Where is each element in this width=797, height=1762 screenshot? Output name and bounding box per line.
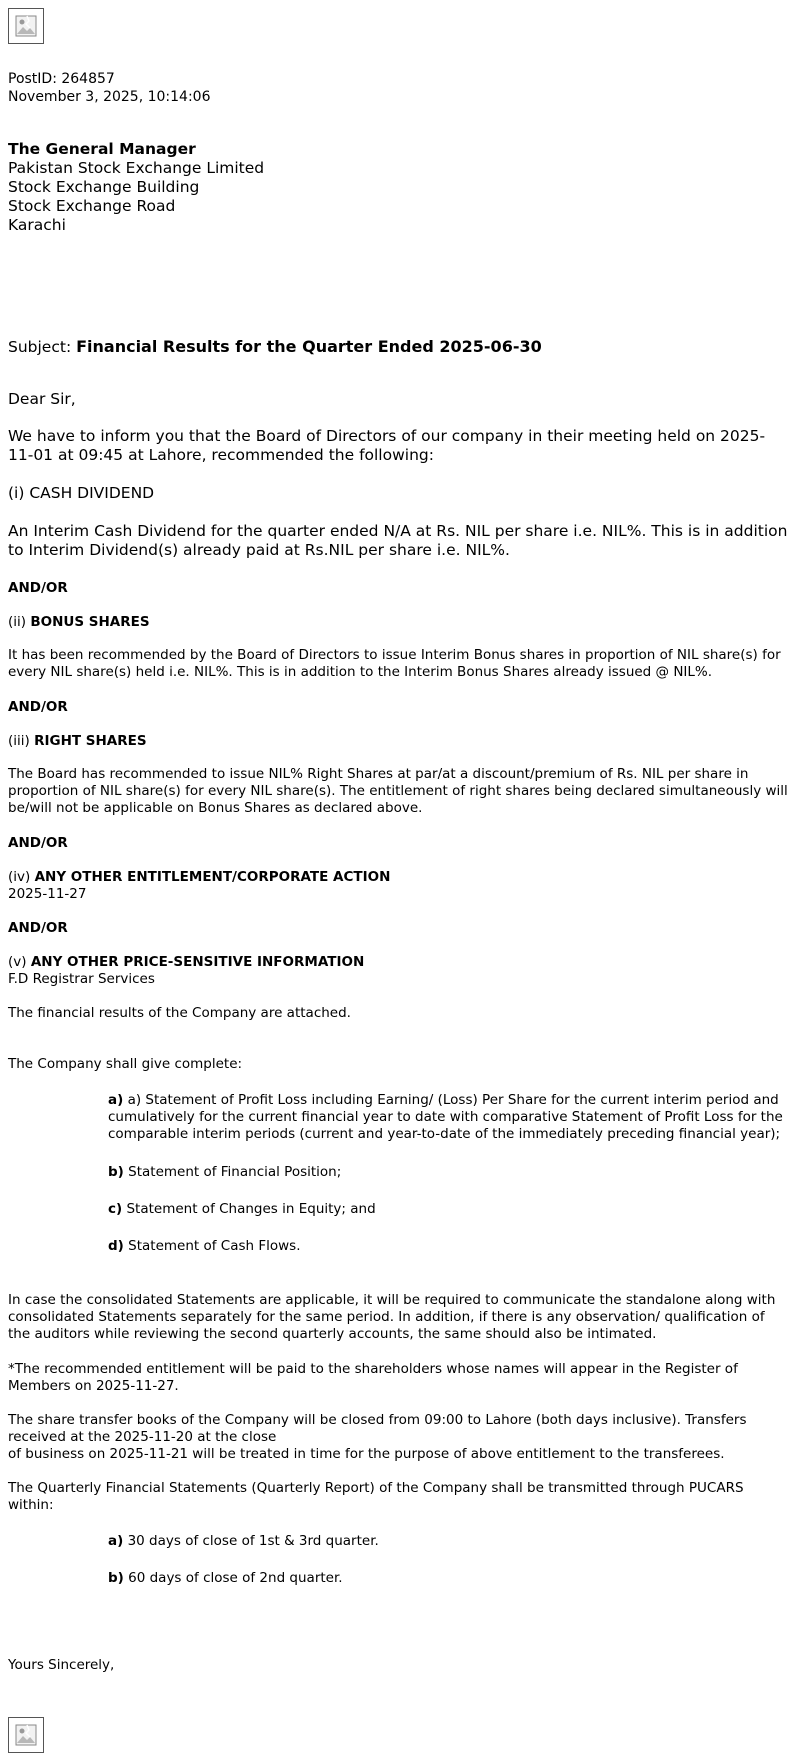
recipient-org: Pakistan Stock Exchange Limited — [8, 159, 265, 177]
right-shares-title: RIGHT SHARES — [34, 733, 147, 749]
recipient-building: Stock Exchange Building — [8, 178, 200, 196]
list-item-letter: a) — [108, 1533, 124, 1549]
subject — [8, 337, 788, 357]
list-item-letter: a) — [108, 1092, 124, 1108]
recipient-city: Karachi — [8, 216, 66, 234]
list-item — [108, 1201, 790, 1218]
results-attached: The financial results of the Company are attached. — [8, 1005, 351, 1021]
list-item — [108, 1092, 790, 1143]
cash-dividend-text: An Interim Cash Dividend for the quarter ended N/A at Rs. NIL per share i.e. NIL%. This is in addition to Interim Dividend(s) already paid at Rs.NIL per share i.e. NIL%. — [8, 522, 788, 559]
other-entitlement-num: (iv) — [8, 869, 35, 885]
and-or-1: AND/OR — [8, 580, 68, 596]
cash-dividend-title: CASH DIVIDEND — [29, 484, 155, 502]
list-item — [108, 1238, 790, 1255]
closing: Yours Sincerely, — [8, 1657, 115, 1673]
right-shares-heading — [8, 733, 788, 750]
entitlement-note: *The recommended entitlement will be paid to the shareholders whose names will appear in the Register of Members on 2025-11-27. — [8, 1361, 738, 1394]
other-entitlement-title: ANY OTHER ENTITLEMENT/CORPORATE ACTION — [34, 869, 391, 885]
other-info-heading — [8, 954, 788, 971]
other-info-title: ANY OTHER PRICE-SENSITIVE INFORMATION — [30, 954, 365, 970]
intro-paragraph: We have to inform you that the Board of Directors of our company in their meeting held on 2025-11-01 at 09:45 at Lahore, recommended the following: — [8, 427, 766, 464]
bonus-shares-text: It has been recommended by the Board of Directors to issue Interim Bonus shares in proportion of NIL share(s) for every NIL share(s) held i.e. NIL%. This is in addition to the Interim Bonus Shares already issued @ NIL%. — [8, 647, 781, 680]
list-item-letter: d) — [108, 1238, 124, 1254]
list-item-letter: c) — [108, 1201, 123, 1217]
list-item-text: Statement of Financial Position; — [123, 1164, 342, 1180]
bonus-shares-heading — [8, 614, 788, 631]
transfer-line-1: The share transfer books of the Company will be closed from 09:00 to Lahore (both days inclusive). Transfers received at the 2025-11-20 at the close — [8, 1412, 747, 1445]
cash-dividend-num: (i) — [8, 484, 30, 502]
post-id: PostID: 264857 — [8, 71, 115, 87]
broken-image-icon — [8, 8, 44, 44]
right-shares-text: The Board has recommended to issue NIL% Right Shares at par/at a discount/premium of Rs. NIL per share in proportion of NIL share(s) for every NIL share(s). The entitlement of right shares being declared simultaneously will be/will not be applicable on Bonus Shares as declared above. — [8, 766, 788, 816]
other-info-num: (v) — [8, 954, 31, 970]
recipient-title: The General Manager — [8, 140, 196, 158]
list-item — [108, 1164, 790, 1181]
company-shall-give: The Company shall give complete: — [8, 1056, 243, 1072]
list-item-text: a) Statement of Profit Loss including Earning/ (Loss) Per Share for the current interim period and cumulatively for the current financial year to date with comparative Statement of Profit Loss for the comparable interim periods (current and year-to-date of the immediately preceding financial year); — [108, 1092, 783, 1142]
post-timestamp: November 3, 2025, 10:14:06 — [8, 89, 211, 105]
and-or-3: AND/OR — [8, 835, 68, 851]
list-item-text: 60 days of close of 2nd quarter. — [123, 1570, 343, 1586]
broken-image-icon — [8, 1717, 44, 1753]
cash-dividend-heading — [8, 484, 788, 503]
list-item-letter: b) — [108, 1164, 124, 1180]
subject-label: Subject: — [8, 338, 77, 356]
greeting: Dear Sir, — [8, 390, 76, 408]
subject-text: Financial Results for the Quarter Ended 2025-06-30 — [76, 337, 542, 356]
list-item-letter: b) — [108, 1570, 124, 1586]
other-entitlement-heading — [8, 869, 788, 886]
and-or-4: AND/OR — [8, 920, 68, 936]
right-shares-num: (iii) — [8, 733, 35, 749]
list-item-text: Statement of Cash Flows. — [123, 1238, 301, 1254]
list-item-text: Statement of Changes in Equity; and — [122, 1201, 376, 1217]
bonus-shares-num: (ii) — [8, 614, 31, 630]
recipient-road: Stock Exchange Road — [8, 197, 176, 215]
other-info-value: F.D Registrar Services — [8, 971, 155, 987]
quarterly-report-paragraph: The Quarterly Financial Statements (Quarterly Report) of the Company shall be transmitted through PUCARS within: — [8, 1480, 744, 1513]
list-item — [108, 1533, 790, 1550]
bonus-shares-title: BONUS SHARES — [30, 614, 150, 630]
consolidated-paragraph: In case the consolidated Statements are applicable, it will be required to communicate the standalone along with consolidated Statements separately for the same period. In addition, if there is any observation/ qualification of the auditors while reviewing the second quarterly accounts, the same should also be intimated. — [8, 1292, 776, 1342]
and-or-2: AND/OR — [8, 699, 68, 715]
other-entitlement-value: 2025-11-27 — [8, 886, 87, 902]
list-item-text: 30 days of close of 1st & 3rd quarter. — [123, 1533, 379, 1549]
list-item — [108, 1570, 790, 1587]
transfer-line-2: of business on 2025-11-21 will be treated in time for the purpose of above entitlement to the transferees. — [8, 1446, 725, 1462]
